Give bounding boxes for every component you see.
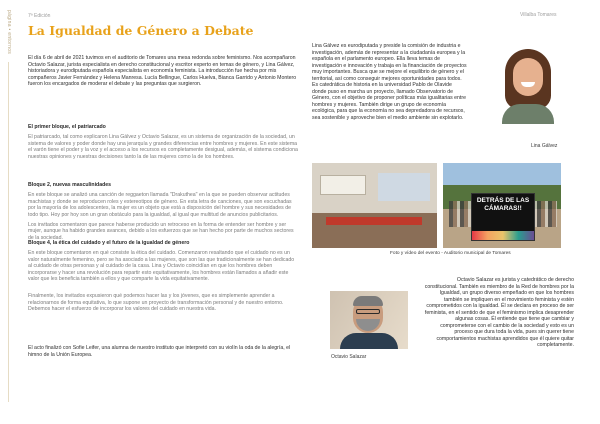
article-title: La Igualdad de Género a Debate [28,23,254,38]
section-heading: Bloque 4, la ética del cuidado y el futuro de la igualdad de género [28,240,190,246]
section-patriarcado [28,124,298,164]
section-masculinidades [28,182,298,245]
poster-sign [471,193,535,241]
lina-caption: Lina Gálvez [531,143,558,149]
section-body: El patriarcado, tal como explicaron Lina Gálvez y Octavio Salazar, es un sistema de organización de la sociedad, un sistema de valores y poder donde hay una jerarquía y grandes diferencias entre hombres y mujeres. En este sistema el varón tiene el poder y la voz y el acceso a los recursos es completamente desigual, además, el sistema condiciona nuestras opiniones y nuestras decisiones tanto la de las mujeres como la de los hombres. [28,134,298,160]
side-divider [8,62,9,402]
lina-photo [494,46,562,124]
section-heading: Bloque 2, nuevas masculinidades [28,182,112,188]
section-etica-cuidado [28,240,298,286]
octavio-photo [330,291,408,349]
octavio-bio: Octavio Salazar es jurista y catedrático de derecho constitucional. También es miembro de la Red de hombres por la Igualdad, un grupo diverso empeñado en que los hombres también se impliquen en el movimiento feminista y estén comprometidos con la igualdad. Él se declara en proceso de ser feminista, en el sentido de que el feminismo implica desaprender algunas cosas. Él entiende que tiene que cambiar y comprometerse con el cambio de la sociedad y esto es un proceso que dura toda la vida, pues sin querer tiene comportamientos machistas aprendidos que él quiere quitar completamente. [424,277,574,348]
intro-paragraph: El día 6 de abril de 2021 tuvimos en el auditorio de Tomares una mesa redonda sobre feminismo. Nos acompañaron Octavio Salazar, jurista especialista en derecho constitucional y escritor experto en temas de género, y Lina Gálvez, historiadora y eurodiputada española especialista en economía feminista. La introducción fue hecha por mis compañeros Javier Fernández y Helena Manresa. Lucía Bellingue, Carlos Huelva, Bianca Garrido y Antonio Montero fueron los encargados de moderar el debate y las preguntas que surgieron. [28,55,297,87]
header-edition: 7ª Edición [28,13,51,19]
octavio-caption: Octavio Salazar [331,354,367,360]
event-photo-group [443,163,561,248]
section-body: En este bloque comentaron en qué consiste la ética del cuidado. Comenzaron resaltando que el cuidado no es un valor naturalmente femenino, pero se ha asociado a las mujeres, que son las que tradicionalmente se han dedicado al cuidado de otras personas y al cuidado de la casa. Lina y Octavio coincidían en que los hombres deben incorporarse y hacer una revolución para repartir esto equitativamente, los hombres están llamados a añadir este valor que les beneficia también a ellos y que comparte la vida equitativamente. [28,250,295,282]
poster-line: CÁMARAS!! [484,205,522,212]
poster-line: DETRÁS DE LAS [476,197,530,204]
event-caption: Foto y vídeo del evento - Auditorio municipal de Tomares [390,251,511,256]
lina-bio: Lina Gálvez es eurodiputada y preside la comisión de industria e investigación, además de representar a la ciudadanía europea y la española en el parlamento europeo. Ella lleva temas de investigación e innovación y trabaja en la financiación de proyectos muy importantes. Busca que se mejore el equilibrio de género y el territorial, así como conseguir mejores oportunidades para todos. Es catedrática de historia en la universidad Pablo de Olavide donde puso en marcha un proyecto, llamado Observatorio de Género, con el objetivo de proponer políticas más igualitarias entre hombres y mujeres. También dirige un grupo de economía ecológica, para que la economía no sea depredadora de recursos, sea sostenible y aproveche bien el medio ambiente sin explotarlo. [312,43,467,121]
section-extra: Los invitados comentaron que parece haberse producido un retroceso en la forma de entender ser hombre y ser mujer, aunque ha habido grandes avances, debido a los esfuerzos que se han hecho por parte de muchos sectores de la sociedad. [28,221,294,241]
section-body: En este bloque se analizó una canción de reggaeton llamada "Drakuthea" en la que se pueden observar actitudes machistas y donde se reproducen roles y estereotipos de género. En esta letra de canciones, que son escuchadas por la mayoría de los adolescentes, la mujer es un objeto que está a disposición del hombre y sus necesidades de todo tipo. Hoy por hoy son un gran obstáculo para la igualdad, al igual que multitud de anuncios publicitarios. [28,192,292,218]
event-photo-stage [312,163,437,248]
final-paragraph: El acto finalizó con Sofie Leifer, una alumna de nuestro instituto que interpretó con su violín la oda de la alegría, el himno de la Unión Europea. [28,345,291,358]
section-heading: El primer bloque, el patriarcado [28,124,106,130]
closing-paragraph: Finalmente, los invitados expusieron qué podemos hacer las y los jóvenes, que es simplemente aprender a relacionarnos de forma equitativa, lo que supone un proyecto de transformación personal y de nuestro entorno. Debemos hacer el esfuerzo de incorporar los valores del cuidado en nuestra vida. [28,293,284,312]
header-school: Villalba Tomares [520,12,557,18]
side-label: página • entornos [6,10,12,55]
